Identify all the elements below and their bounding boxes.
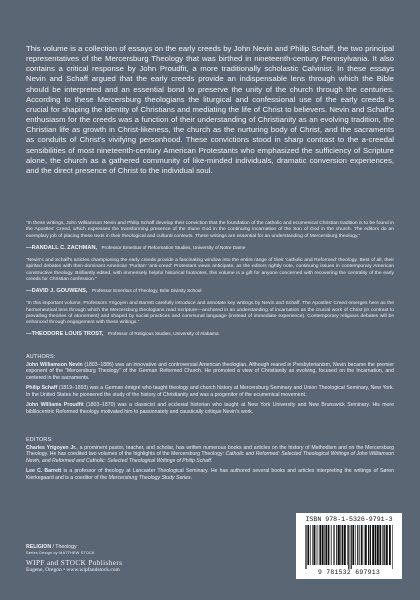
- endorser-role: Professor Emeritus of Reformation Studies, University of Notre Dame: [101, 244, 246, 250]
- authors-heading: AUTHORS:: [26, 354, 56, 360]
- author-name: Philip Schaff: [26, 385, 58, 392]
- author-bio: John Williams Proudfit (1803–1870) was a classicist and ecclesial historian who taught at New York University and New Brunswick Seminary. His more biblilocentric Reformed theology motivated him to passionately and caustically critique Nevin's work.: [26, 402, 394, 415]
- author-bio: John Williamson Nevin (1803–1886) was an innovative and controversial American theologian. Although reared in Presbyterianism, Nevin became the premier exponent of the “Mercersburg Theology” of the German Reformed Church. He promoted a view of Christianity as evolving, focused on the Incarnation, and centered in the sacraments.: [26, 362, 394, 381]
- endorsements: [26, 221, 394, 345]
- editors-section: [26, 437, 394, 485]
- category-label: RELIGION / Theology: [26, 544, 77, 550]
- endorser-name: —THEODORE LOUIS TROST,: [26, 331, 104, 338]
- endorsement: [26, 301, 394, 338]
- editor-name: Charles Yrigoyen Jr.: [26, 445, 77, 451]
- endorsement-attribution: [26, 327, 394, 339]
- series-design-credit: Series Design by MATTHEW STOCK: [26, 550, 95, 555]
- editor-bio: Charles Yrigoyen Jr., a prominent pastor, teacher, and scholar, has written numerous books and articles on the history of Methodism and on the Mercersburg Theology. He has coedited two volumes of the highlights of the Mercersburg Theology: Catholic and Reformed: Selected Theological Writings of John Williamson Nevin, and Reformed and Catholic: Selected Theological Writings of Philip Schaff.: [26, 445, 394, 464]
- endorser-name: —DAVID J. GOUWENS,: [26, 287, 88, 294]
- isbn-digits: 9 781532 697913: [317, 569, 381, 576]
- endorsement-quote: “In this important volume, Professors Yrigoyen and Barrett carefully introduce and annotate key writings by Nevin and Schaff. The Apostles' Creed emerges here as the hermeneutical lens through which the Mercersburg theologians read Scripture—anchored in an understanding of incarnation as the crucial work of Christ (in contrast to prevailing theories of atonement) and shaped by social practices and communal language (instead of immediate experience). Contemporary religious debates will be enhanced through engagement with these writings.”: [26, 301, 394, 326]
- endorsement-quote: “Nevin's and Schaff's articles championing the early creeds provide a fascinating window into the entire range of their 'catholic and Reformed' theology. Best of all, their spirited debates with then-dominant American 'Puritan' 'anti-creed' Protestant views anticipate, as the editors rightly note, continuing issues in contemporary American constructive theology. Brilliantly edited, with immensely helpful historical footnotes, this volume is a gift for anyone concerned with recovering the centrality of the early creeds for Christian confession.”: [26, 258, 394, 283]
- endorsement-quote: “In these writings, John Williamson Nevin and Philip Schaff develop their conviction that the foundation of the catholic and ecumenical Christian tradition is to be found in the Apostles' Creed, which expresses the transforming presence of the triune God in the continuing incarnation of the Son of God in the church. The editors do an exemplary job of placing these texts in their theological and cultural contexts. These writings are essential for an understanding of Mercersburg theology.”: [26, 221, 394, 239]
- endorsement-attribution: [26, 241, 394, 253]
- endorsement-attribution: [26, 284, 394, 296]
- endorsement: [26, 258, 394, 295]
- publisher-block: [26, 544, 226, 574]
- endorser-role: Professor of Religious Studies, University of Alabama: [107, 331, 219, 337]
- barcode-icon: [303, 525, 395, 569]
- publisher-name: WIPF and STOCK Publishers: [26, 558, 123, 567]
- publisher-location: Eugene, Oregon • www.wipfandstock.com: [26, 566, 120, 573]
- author-name: John Williams Proudfit: [26, 402, 84, 409]
- endorsement: [26, 221, 394, 252]
- book-description: This volume is a collection of essays on the early creeds by John Nevin and Philip Schaff, the two principal representatives of the Mercersburg Theology that was birthed in nineteenth-century Pennsylvania. It also contains a critical response by John Proudfit, a more traditionally scholastic Calvinist. In these essays Nevin and Schaff argued that the early creeds provide an indispensable lens through which the Bible should be interpreted and an essential bond to preserve the unity of the church through the centuries. According to these Mercersburg theologians the liturgical and confessional use of the early creeds is crucial for shaping the identity of Christians and mediating the life of Christ to believers. Nevin and Schaff's enthusiasm for the creeds was a function of their understanding of Christianity as an evolving tradition, the Christian life as growth in Christ-likeness, the church as the nurturing body of Christ, and the sacraments as conduits of Christ's vivifying personhood. These convictions stood in sharp contrast to the a-creedal sensibilities of most nineteenth-century American Protestants who emphasized the sufficiency of Scripture alone, the church as a gathered community of like-minded individuals, dramatic conversion experiences, and the direct presence of Christ to the individual soul.: [26, 44, 394, 175]
- authors-section: [26, 354, 394, 419]
- endorser-name: —RANDALL C. ZACHMAN,: [26, 244, 98, 251]
- isbn-label: ISBN 978-1-5326-9791-3: [305, 516, 393, 523]
- author-name: John Williamson Nevin: [26, 362, 83, 368]
- endorser-role: Professor Emeritus of Theology, Brite Divinity School: [91, 287, 202, 293]
- editor-name: Lee C. Barrett: [26, 468, 62, 475]
- isbn-barcode-box: [296, 513, 402, 579]
- editor-bio: Lee C. Barrett is a professor of theology at Lancaster Theological Seminary. He has authored several books and articles interpreting the writings of Søren Kierkegaard and is a coeditor of the Mercersburg Theology Study Series.: [26, 468, 394, 481]
- editors-heading: EDITORS:: [26, 437, 53, 443]
- author-bio: Philip Schaff (1819–1893) was a German émigré who taught theology and church history at Mercersburg Seminary and Union Theological Seminary, New York. In the United States he pioneered the study of the history of Christianity and was a progenitor of the ecumenical movement.: [26, 385, 394, 398]
